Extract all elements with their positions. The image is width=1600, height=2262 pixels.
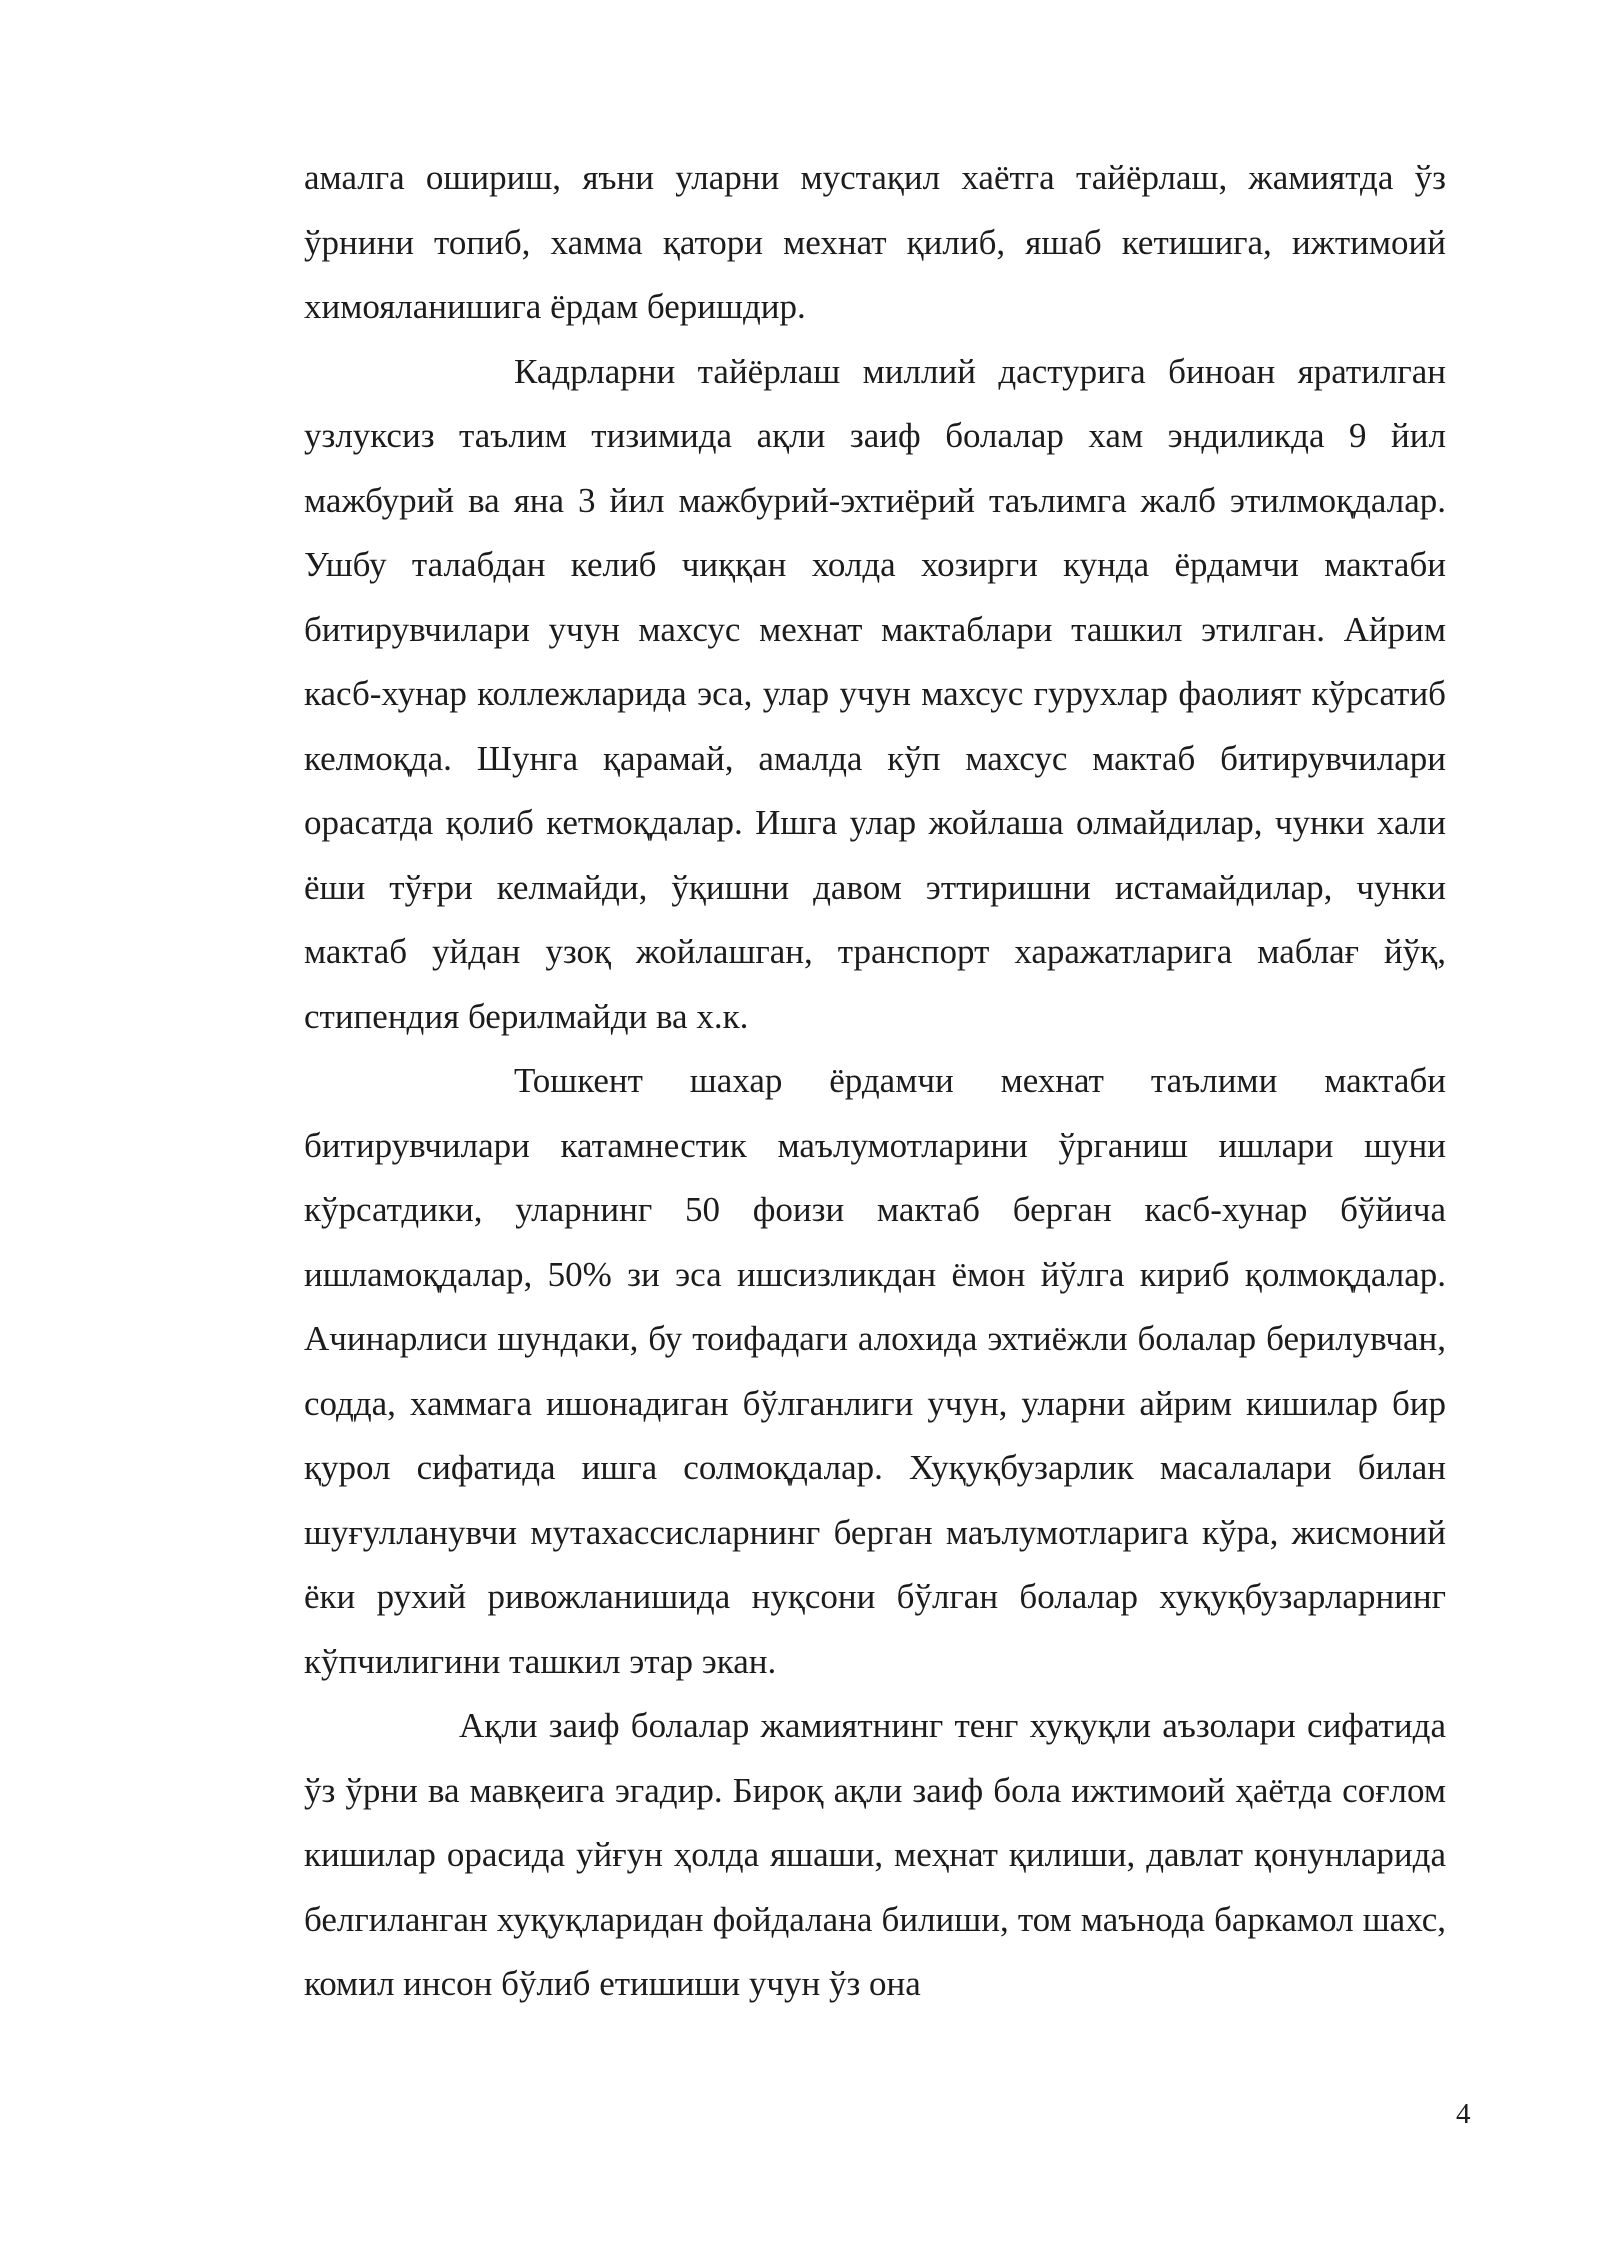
paragraph-2: Кадрларни тайёрлаш миллий дастурига биноан яратилган узлуксиз таълим тизимида ақли заиф болалар хам эндиликда 9 йил мажбурий ва яна 3 йил мажбурий-эхтиёрий таълимга жалб этилмоқдалар. Ушбу талабдан келиб чиққан холда хозирги кунда ёрдамчи мактаби битирувчилари учун махсус мехнат мактаблари ташкил этилган. Айрим касб-хунар коллежларида эса, улар учун махсус гурухлар фаолият кўрсатиб келмоқда. Шунга қарамай, амалда кўп махсус мактаб битирувчилари орасатда қолиб кетмоқдалар. Ишга улар жойлаша олмайдилар, чунки хали ёши тўғри келмайди, ўқишни давом эттиришни истамайдилар, чунки мактаб уйдан узоқ жойлашган, транспорт харажатларига маблағ йўқ, стипендия берилмайди ва х.к.: [304, 351, 1446, 1036]
page-number: 4: [1456, 2098, 1471, 2130]
paragraph-4: Ақли заиф болалар жамиятнинг тенг хуқуқли аъзолари сифатида ўз ўрни ва мавқеига эгадир. Бироқ ақли заиф бола ижтимоий ҳаётда соғлом кишилар орасида уйғун ҳолда яшаши, меҳнат қилиши, давлат қонунларида белгиланган хуқуқларидан фойдалана билиши, том маънода баркамол шахс, комил инсон бўлиб етишиши учун ўз она: [304, 1706, 1446, 2003]
paragraph-1: амалга ошириш, яъни уларни мустақил хаётга тайёрлаш, жамиятда ўз ўрнини топиб, хамма қатори мехнат қилиб, яшаб кетишига, ижтимоий химояланишига ёрдам беришдир.: [304, 158, 1446, 326]
body-text: [304, 146, 1446, 2017]
paragraph-3: Тошкент шахар ёрдамчи мехнат таълими мактаби битирувчилари катамнестик маълумотларини ўрганиш ишлари шуни кўрсатдики, уларнинг 50 фоизи мактаб берган касб-хунар бўйича ишламоқдалар, 50% зи эса ишсизликдан ёмон йўлга кириб қолмоқдалар. Ачинарлиси шундаки, бу тоифадаги алохида эхтиёжли болалар берилувчан, содда, хаммага ишонадиган бўлганлиги учун, уларни айрим кишилар бир қурол сифатида ишга солмоқдалар. Хуқуқбузарлик масалалари билан шуғулланувчи мутахассисларнинг берган маълумотларига кўра, жисмоний ёки рухий ривожланишида нуқсони бўлган болалар хуқуқбузарларнинг кўпчилигини ташкил этар экан.: [304, 1061, 1446, 1681]
